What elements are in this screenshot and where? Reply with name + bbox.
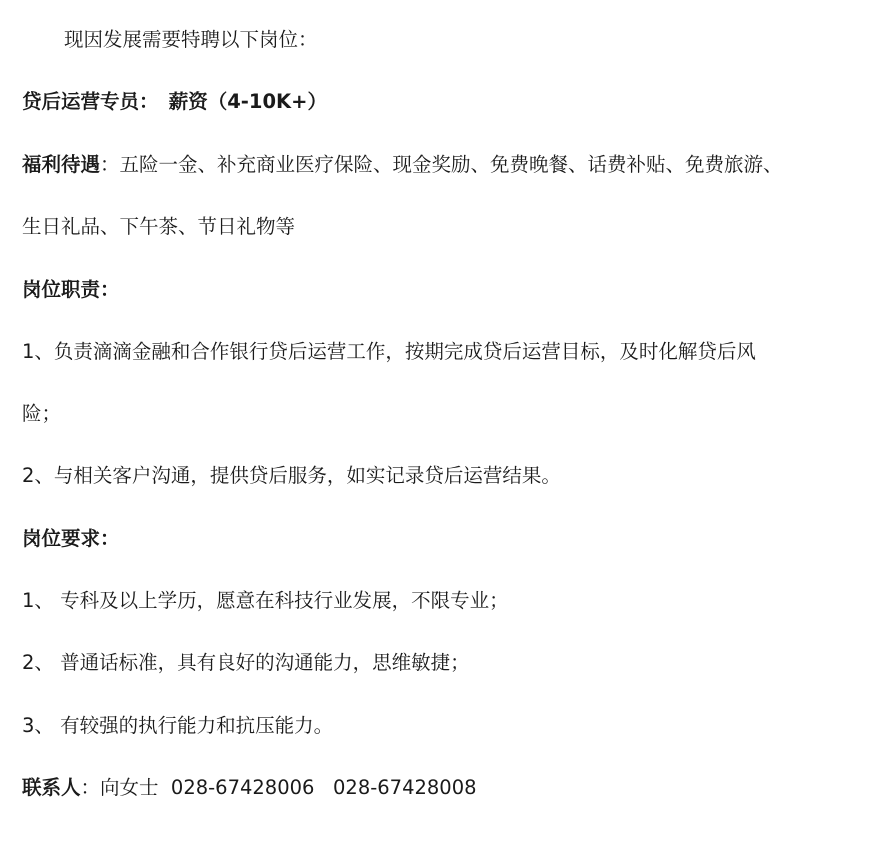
requirement-item-2: 2、 普通话标准，具有良好的沟通能力，思维敏捷； bbox=[22, 651, 470, 674]
benefits-label: 福利待遇 bbox=[22, 153, 101, 176]
benefits-text-1: ：五险一金、补充商业医疗保险、现金奖励、免费晚餐、话费补贴、免费旅游、 bbox=[100, 153, 783, 176]
duties-heading: 岗位职责： bbox=[22, 278, 120, 301]
requirements-heading: 岗位要求： bbox=[22, 527, 120, 550]
contact-line bbox=[22, 774, 477, 802]
requirement-item-1: 1、 专科及以上学历，愿意在科技行业发展，不限专业； bbox=[22, 589, 509, 612]
intro-text: 现因发展需要特聘以下岗位： bbox=[64, 28, 318, 51]
benefits-line-1 bbox=[22, 151, 783, 179]
duty-item-2: 2、与相关客户沟通，提供贷后服务，如实记录贷后运营结果。 bbox=[22, 464, 561, 487]
position-line bbox=[22, 88, 327, 116]
salary-text: 薪资（4-10K+） bbox=[168, 90, 327, 113]
benefits-line-2: 生日礼品、下午茶、节日礼物等 bbox=[22, 215, 296, 238]
duty-item-1-line-2: 险； bbox=[22, 402, 62, 425]
requirement-item-3: 3、 有较强的执行能力和抗压能力。 bbox=[22, 714, 334, 737]
position-title: 贷后运营专员： bbox=[22, 90, 159, 113]
contact-text: ：向女士 028-67428006 028-67428008 bbox=[80, 776, 477, 799]
contact-label: 联系人 bbox=[22, 776, 81, 799]
duty-item-1-line-1: 1、负责滴滴金融和合作银行贷后运营工作，按期完成贷后运营目标，及时化解贷后风 bbox=[22, 340, 756, 363]
